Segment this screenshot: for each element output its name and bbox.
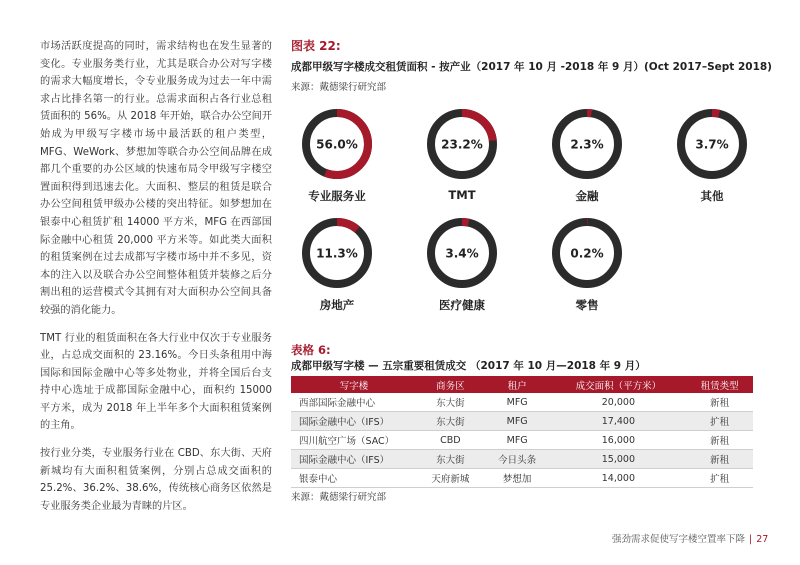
donut-3 <box>672 106 752 204</box>
table-cell: 今日头条 <box>484 450 551 469</box>
figure-label: 图表 22: <box>291 39 341 53</box>
donut-svg <box>674 106 750 182</box>
table-cell: 国际金融中心（IFS） <box>291 412 417 431</box>
donut-category-label: TMT <box>448 188 476 202</box>
table-row <box>291 393 753 412</box>
figure-panel <box>291 38 772 316</box>
donut-1 <box>422 106 502 202</box>
table-cell: 东大街 <box>417 393 484 412</box>
table-cell: 20,000 <box>551 393 687 412</box>
donut-value-label: 2.3% <box>570 137 604 152</box>
header-area: 成交面积（平方米） <box>551 376 687 393</box>
donut-svg <box>549 215 625 291</box>
donut-category-label: 零售 <box>575 298 599 312</box>
table-cell: 14,000 <box>551 469 687 488</box>
figure-source: 来源：戴德梁行研究部 <box>291 82 387 93</box>
table-cell: 扩租 <box>686 412 753 431</box>
table-title: 成都甲级写字楼 — 五宗重要租赁成交 （2017 年 10 月—2018 年 9 月） <box>291 360 646 372</box>
table-row <box>291 469 753 488</box>
table-cell: MFG <box>484 431 551 450</box>
donut-svg <box>424 106 500 182</box>
page-footer <box>612 531 768 545</box>
figure-title: 成都甲级写字楼成交租赁面积 - 按产业（2017 年 10 月 -2018 年 9 月）(Oct 2017–Sept 2018) <box>291 61 772 73</box>
donut-category-label: 医疗健康 <box>439 298 485 312</box>
donut-5 <box>422 215 502 313</box>
table-cell: 17,400 <box>551 412 687 431</box>
table-cell: 扩租 <box>686 469 753 488</box>
header-building: 写字楼 <box>291 376 417 393</box>
table-cell: 国际金融中心（IFS） <box>291 450 417 469</box>
footer-text: 强劲需求促使写字楼空置率下降 <box>612 534 746 545</box>
donut-svg <box>299 106 375 182</box>
donut-value-label: 3.4% <box>445 246 479 261</box>
donut-category-label: 金融 <box>575 189 599 203</box>
footer-separator: | <box>749 534 753 545</box>
table-cell: 东大街 <box>417 450 484 469</box>
body-text-column <box>40 38 272 525</box>
donut-chart-grid <box>291 98 753 316</box>
donut-6 <box>547 215 627 313</box>
donut-svg <box>424 215 500 291</box>
table-cell: MFG <box>484 393 551 412</box>
donut-4 <box>297 215 377 313</box>
table-row <box>291 450 753 469</box>
donut-value-label: 23.2% <box>441 137 483 152</box>
donut-value-label: 11.3% <box>316 246 358 261</box>
table-cell: 东大街 <box>417 412 484 431</box>
table-row <box>291 412 753 431</box>
table-row <box>291 431 753 450</box>
donut-category-label: 其他 <box>700 189 724 203</box>
header-district: 商务区 <box>417 376 484 393</box>
table-cell: CBD <box>417 431 484 450</box>
table-cell: 银泰中心 <box>291 469 417 488</box>
header-tenant: 租户 <box>484 376 551 393</box>
table-body <box>291 393 753 488</box>
table-cell: 16,000 <box>551 431 687 450</box>
header-type: 租赁类型 <box>686 376 753 393</box>
table-cell: 新租 <box>686 450 753 469</box>
paragraph-demand: 市场活跃度提高的同时，需求结构也在发生显著的变化。专业服务类行业，尤其是联合办公对写字楼的需求大幅度增长，令专业服务成为过去一年中需求占比排名第一的行业。总需求面积占各行业总租赁面积的 56%。从 2018 年开始，联合办公空间开始成为甲级写字楼市场中最活跃的租户类型，MFG、WeWork、梦想加等联合办公空间品牌在成都几个重要的办公区域的快速布局令甲级写字楼空置面积得到迅速去化。大面积、整层的租赁是联合办公空间租赁甲级办公楼的突出特征。如梦想加在银泰中心租赁扩租 14000 平方米，MFG 在西部国际金融中心租赁 20,000 平方米等。如此类大面积的租赁案例在过去成都写字楼市场中并不多见，资本的注入以及联合办公空间整体租赁并装修之后分割出租的运营模式令其拥有对大面积办公空间具备较强的消化能力。 <box>40 41 272 316</box>
donut-svg <box>549 106 625 182</box>
donut-category-label: 专业服务业 <box>308 189 366 203</box>
table-cell: 西部国际金融中心 <box>291 393 417 412</box>
table-cell: 梦想加 <box>484 469 551 488</box>
page-number: 27 <box>756 534 769 545</box>
paragraph-industry: 按行业分类，专业服务行业在 CBD、东大街、天府新城均有大面积租赁案例，分别占总成交面积的 25.2%、36.2%、38.6%，传统核心商务区依然是专业服务类企业最为青睐的片区。 <box>40 448 272 512</box>
table-cell: 新租 <box>686 431 753 450</box>
paragraph-tmt: TMT 行业的租赁面积在各大行业中仅次于专业服务业，占总成交面积的 23.16%。今日头条租用中海国际和国际金融中心等多处物业，并将全国后台支持中心选址于成都国际金融中心，面积约 15000 平方米，成为 2018 年上半年多个大面积租赁案例的主角。 <box>40 332 272 432</box>
table-cell: 天府新城 <box>417 469 484 488</box>
donut-0 <box>297 106 377 204</box>
table-source: 来源：戴德梁行研究部 <box>291 492 387 503</box>
donut-2 <box>547 106 627 204</box>
donut-value-label: 3.7% <box>695 137 729 152</box>
table-label: 表格 6: <box>291 343 331 357</box>
table-cell: MFG <box>484 412 551 431</box>
leasing-table <box>291 376 753 488</box>
table-header-row <box>291 376 753 393</box>
donut-svg <box>299 215 375 291</box>
donut-value-label: 56.0% <box>316 137 358 152</box>
donut-category-label: 房地产 <box>319 298 355 312</box>
table-cell: 四川航空广场（SAC） <box>291 431 417 450</box>
donut-value-label: 0.2% <box>570 246 604 261</box>
table-cell: 新租 <box>686 393 753 412</box>
table-cell: 15,000 <box>551 450 687 469</box>
